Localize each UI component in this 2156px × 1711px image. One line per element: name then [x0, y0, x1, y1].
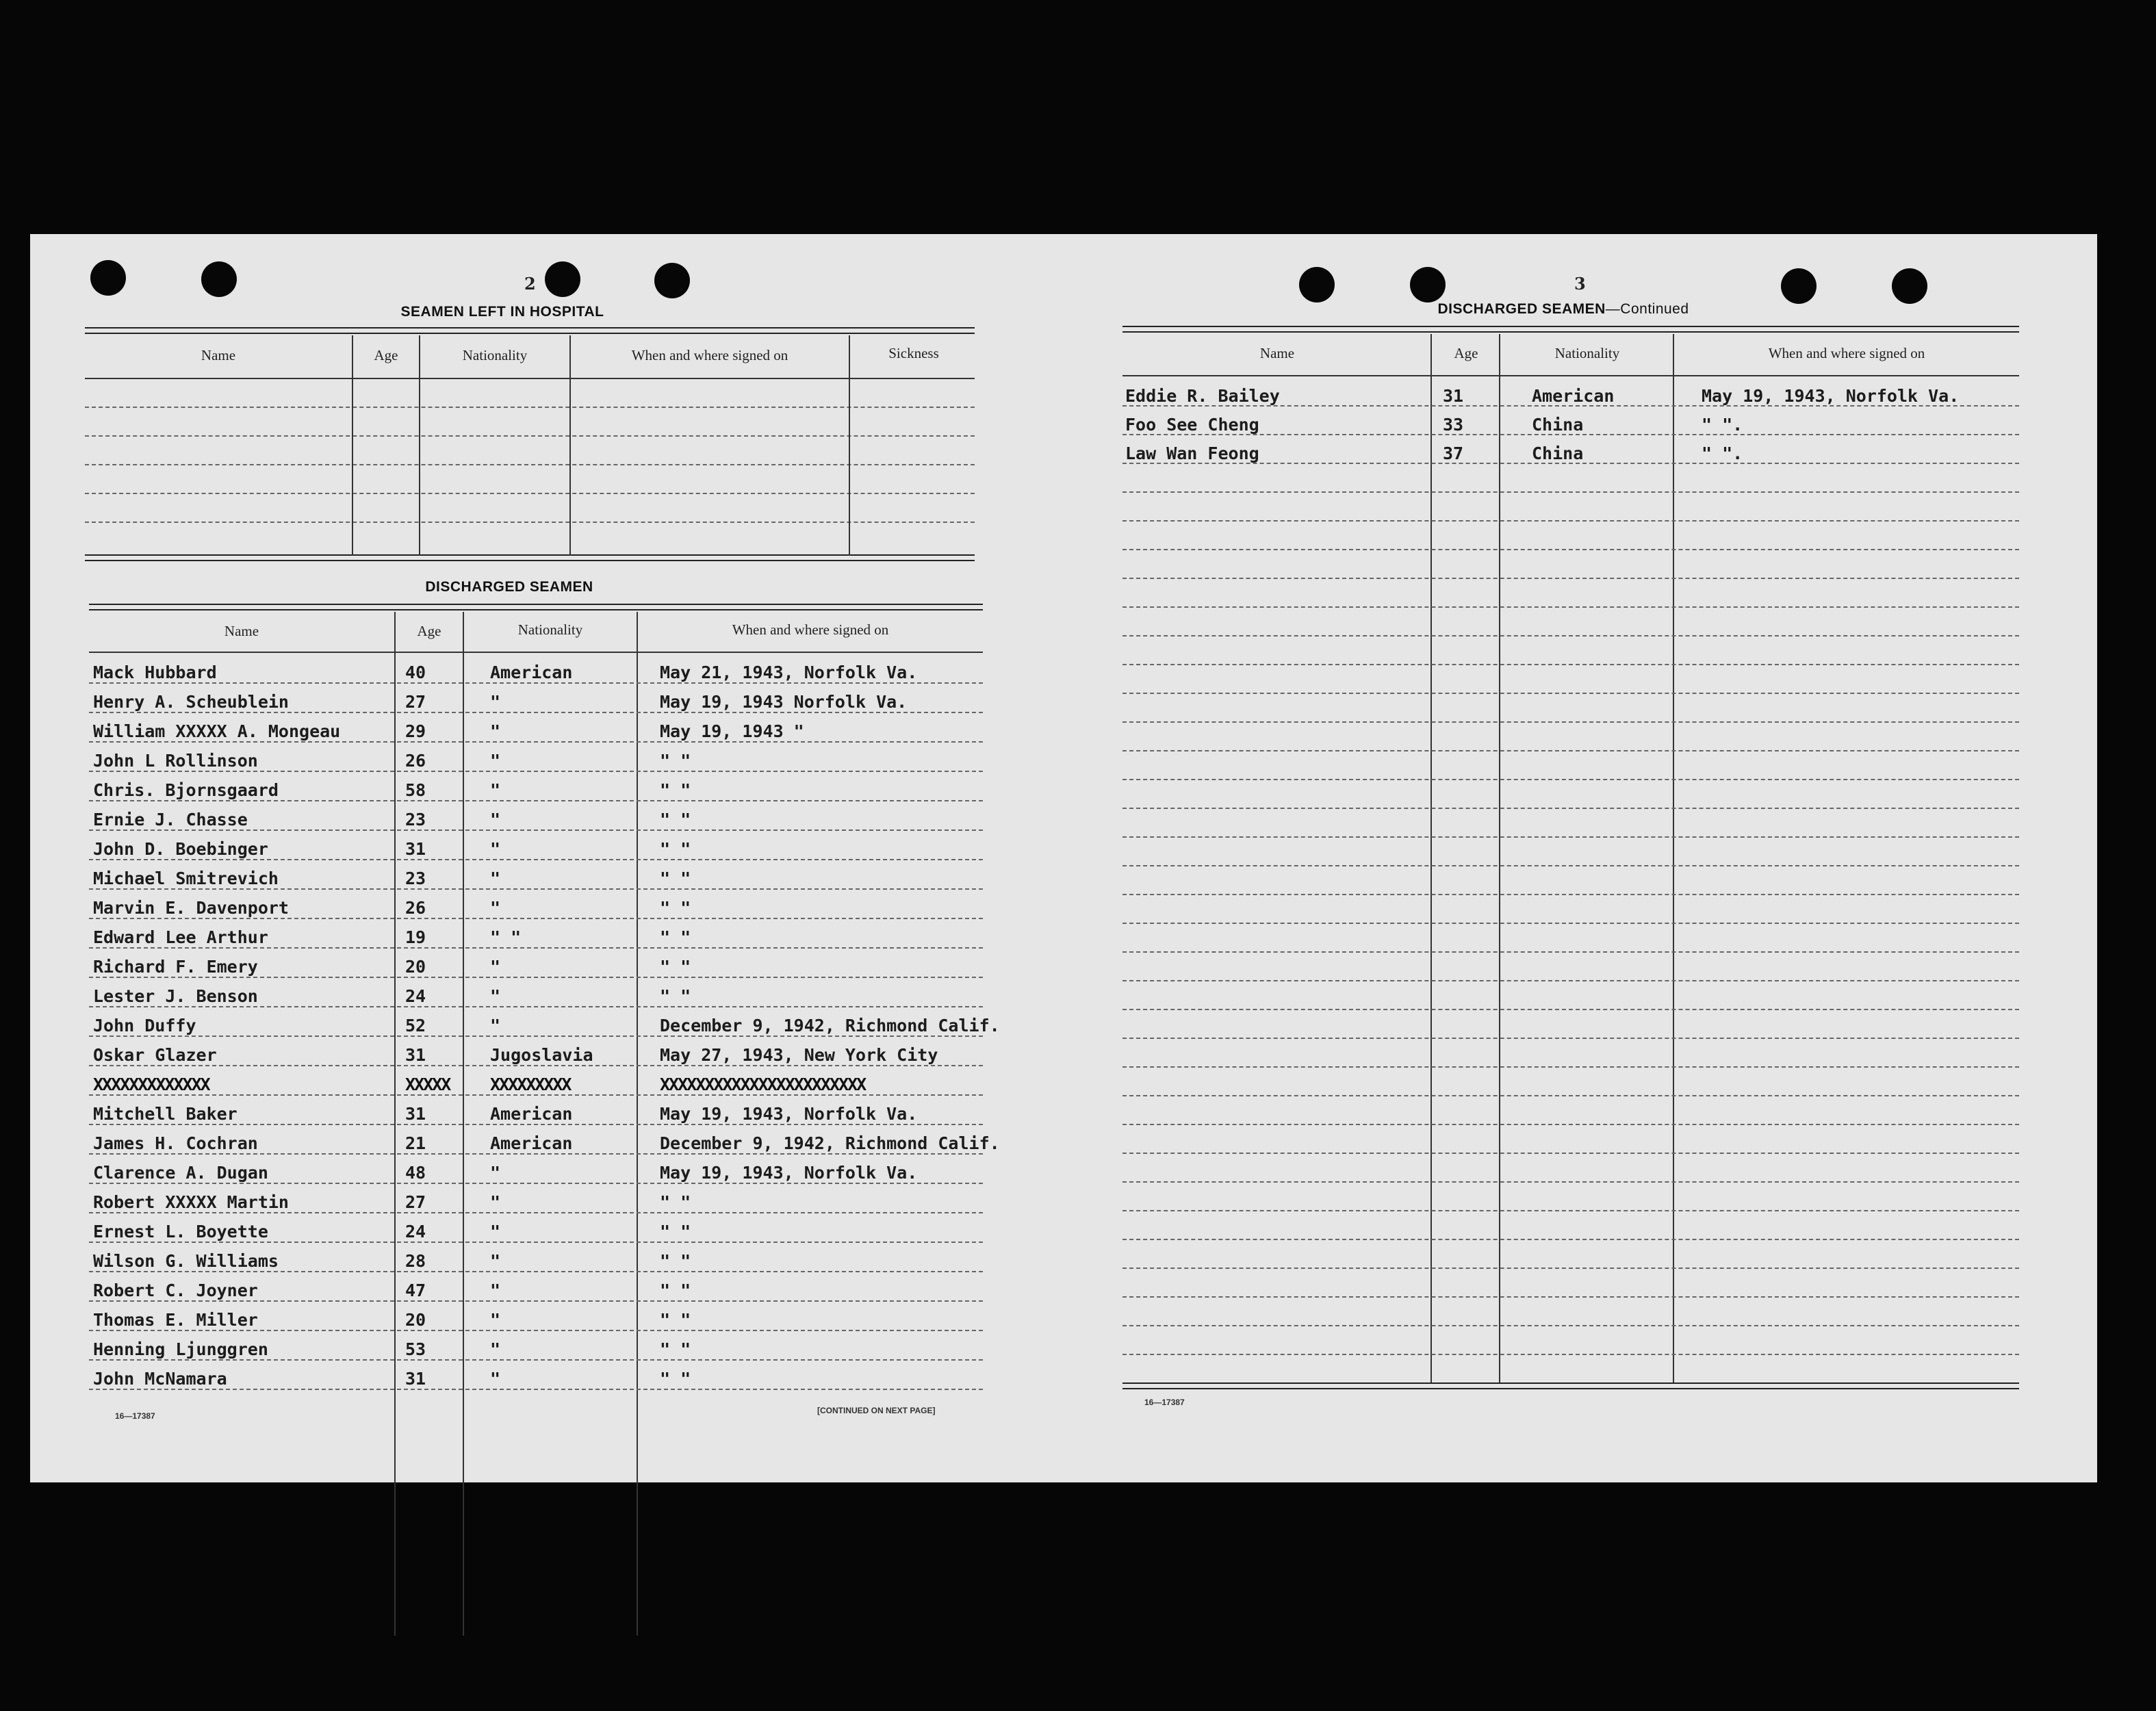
table-row-line: [1122, 549, 2019, 550]
discharged-section-title: DISCHARGED SEAMEN: [425, 579, 593, 595]
seaman-signed-on: " ": [660, 1251, 691, 1271]
punch-hole: [1410, 267, 1446, 303]
continued-table-top-rule: [1122, 326, 2019, 333]
hospital-header-age: Age: [374, 347, 398, 363]
table-row-line: [1122, 721, 2019, 723]
table-row-line: [1122, 1153, 2019, 1154]
table-row-line: [1122, 1354, 2019, 1355]
seaman-age: 40: [405, 662, 426, 682]
hospital-row-line: [85, 493, 975, 494]
table-row-line: [1122, 1239, 2019, 1240]
seaman-signed-on: " ": [660, 751, 691, 771]
discharged-header-age: Age: [417, 623, 441, 639]
table-row-line: [1122, 1268, 2019, 1269]
seaman-nationality: ": [490, 1339, 501, 1359]
seaman-age: 20: [405, 957, 426, 977]
seaman-signed-on: May 19, 1943, Norfolk Va.: [660, 1163, 918, 1183]
continued-table-bottom-rule: [1122, 1382, 2019, 1389]
table-row-line: [89, 1271, 983, 1272]
table-row-line: [1122, 434, 2019, 435]
seaman-signed-on: December 9, 1942, Richmond Calif.: [660, 1133, 1000, 1153]
seaman-nationality: ": [490, 869, 501, 888]
table-row-line: [89, 1153, 983, 1155]
seaman-nationality: ": [490, 1163, 501, 1183]
seaman-age: 58: [405, 780, 426, 800]
seaman-age: 31: [405, 1104, 426, 1124]
table-row-line: [1122, 1210, 2019, 1211]
seaman-nationality: ": [490, 751, 501, 771]
seaman-name: Henry A. Scheublein: [93, 692, 289, 712]
table-row-line: [1122, 578, 2019, 579]
table-row-line: [89, 1035, 983, 1037]
table-row-line: [89, 829, 983, 831]
seaman-nationality: American: [490, 1104, 573, 1124]
seaman-nationality: ": [490, 1016, 501, 1035]
seaman-name: Edward Lee Arthur: [93, 927, 268, 947]
seaman-name: William XXXXX A. Mongeau: [93, 721, 341, 741]
continued-header-name: Name: [1259, 345, 1295, 361]
hospital-row-line: [85, 435, 975, 437]
seaman-signed-on: " ".: [1702, 415, 1743, 435]
seaman-nationality: ": [490, 1310, 501, 1330]
table-row-line: [1122, 405, 2019, 407]
seaman-name: Wilson G. Williams: [93, 1251, 279, 1271]
hospital-section-title: SEAMEN LEFT IN HOSPITAL: [400, 304, 604, 320]
seaman-nationality: ": [490, 1192, 501, 1212]
seaman-age: 21: [405, 1133, 426, 1153]
document-sheet: [30, 234, 2097, 1482]
seaman-name: James H. Cochran: [93, 1133, 258, 1153]
hospital-row-line: [85, 407, 975, 408]
seaman-name: Oskar Glazer: [93, 1045, 217, 1065]
seaman-signed-on: May 21, 1943, Norfolk Va.: [660, 662, 918, 682]
seaman-age: 27: [405, 1192, 426, 1212]
seaman-nationality: China: [1532, 415, 1584, 435]
table-row-line: [1122, 606, 2019, 608]
seaman-age: 31: [405, 1369, 426, 1389]
table-row-line: [1122, 894, 2019, 895]
form-number-right: 16—17387: [1144, 1398, 1185, 1407]
table-row-line: [1122, 664, 2019, 665]
continued-note: [CONTINUED ON NEXT PAGE]: [817, 1406, 936, 1415]
table-row-line: [1122, 808, 2019, 809]
seaman-age: 53: [405, 1339, 426, 1359]
seaman-name: Lester J. Benson: [93, 986, 258, 1006]
seaman-age: XXXXX: [405, 1075, 450, 1094]
discharged-header-rule: [89, 652, 983, 653]
table-row-line: [1122, 980, 2019, 981]
seaman-name: XXXXXXXXXXXXX: [93, 1075, 209, 1094]
table-row-line: [89, 712, 983, 713]
table-row-line: [1122, 635, 2019, 636]
punch-hole: [1781, 268, 1817, 304]
seaman-nationality: ": [490, 957, 501, 977]
seaman-signed-on: " ": [660, 1339, 691, 1359]
table-row-line: [89, 1065, 983, 1066]
hospital-table-top-rule: [85, 327, 975, 334]
seaman-age: 26: [405, 751, 426, 771]
table-row-line: [89, 1300, 983, 1302]
seaman-name: John Duffy: [93, 1016, 196, 1035]
seaman-age: 31: [405, 839, 426, 859]
punch-hole: [201, 261, 237, 297]
seaman-age: 29: [405, 721, 426, 741]
punch-hole: [654, 263, 690, 298]
seaman-name: Ernie J. Chasse: [93, 810, 248, 829]
seaman-nationality: China: [1532, 443, 1584, 463]
continued-header-nationality: Nationality: [1554, 345, 1620, 361]
seaman-age: 48: [405, 1163, 426, 1183]
seaman-nationality: " ": [490, 927, 522, 947]
table-row-line: [1122, 1038, 2019, 1039]
seaman-nationality: ": [490, 839, 501, 859]
table-row-line: [1122, 750, 2019, 751]
seaman-age: 20: [405, 1310, 426, 1330]
table-row-line: [89, 800, 983, 801]
table-row-line: [1122, 1181, 2019, 1183]
seaman-name: Michael Smitrevich: [93, 869, 279, 888]
table-row-line: [89, 771, 983, 772]
seaman-nationality: ": [490, 898, 501, 918]
seaman-nationality: ": [490, 1281, 501, 1300]
seaman-age: 27: [405, 692, 426, 712]
seaman-name: Foo See Cheng: [1125, 415, 1259, 435]
punch-hole: [1299, 267, 1335, 303]
seaman-signed-on: May 19, 1943 Norfolk Va.: [660, 692, 908, 712]
hospital-col-divider: [849, 335, 850, 556]
hospital-col-divider: [569, 335, 571, 556]
seaman-signed-on: XXXXXXXXXXXXXXXXXXXXXXX: [660, 1075, 866, 1094]
seaman-name: Eddie R. Bailey: [1125, 386, 1280, 406]
hospital-table-bottom-rule: [85, 554, 975, 561]
table-row-line: [89, 1389, 983, 1390]
seaman-age: 31: [405, 1045, 426, 1065]
seaman-age: 28: [405, 1251, 426, 1271]
hospital-header-nationality: Nationality: [462, 347, 528, 363]
table-row-line: [1122, 463, 2019, 464]
table-row-line: [1122, 865, 2019, 866]
table-row-line: [1122, 1325, 2019, 1326]
seaman-signed-on: " ": [660, 1369, 691, 1389]
table-row-line: [1122, 1124, 2019, 1125]
table-row-line: [1122, 520, 2019, 522]
seaman-age: 23: [405, 810, 426, 829]
seaman-signed-on: May 19, 1943, Norfolk Va.: [1702, 386, 1960, 406]
seaman-name: Chris. Bjornsgaard: [93, 780, 279, 800]
seaman-name: John McNamara: [93, 1369, 227, 1389]
hospital-header-sickness: Sickness: [888, 345, 939, 361]
seaman-name: Marvin E. Davenport: [93, 898, 289, 918]
table-row-line: [1122, 1095, 2019, 1096]
seaman-signed-on: " ": [660, 839, 691, 859]
table-row-line: [1122, 951, 2019, 953]
discharged-continued-title: [1385, 301, 1741, 318]
table-row-line: [89, 1242, 983, 1243]
discharged-header-signed: When and where signed on: [732, 621, 889, 638]
form-number-left: 16—17387: [115, 1411, 155, 1421]
seaman-signed-on: May 19, 1943, Norfolk Va.: [660, 1104, 918, 1124]
hospital-row-line: [85, 464, 975, 465]
table-row-line: [89, 1006, 983, 1007]
table-row-line: [1122, 779, 2019, 780]
punch-hole: [90, 260, 126, 296]
seaman-signed-on: " ": [660, 927, 691, 947]
hospital-header-name: Name: [201, 347, 236, 363]
seaman-name: Mack Hubbard: [93, 662, 217, 682]
seaman-nationality: ": [490, 692, 501, 712]
seaman-signed-on: " ": [660, 957, 691, 977]
seaman-age: 52: [405, 1016, 426, 1035]
table-row-line: [89, 888, 983, 890]
seaman-name: John D. Boebinger: [93, 839, 268, 859]
seaman-signed-on: " ".: [1702, 443, 1743, 463]
seaman-name: Henning Ljunggren: [93, 1339, 268, 1359]
table-row-line: [1122, 923, 2019, 924]
seaman-nationality: ": [490, 780, 501, 800]
seaman-age: 23: [405, 869, 426, 888]
seaman-signed-on: " ": [660, 898, 691, 918]
discharged-table-top-rule: [89, 604, 983, 610]
table-row-line: [1122, 836, 2019, 838]
table-row-line: [89, 1330, 983, 1331]
seaman-name: Robert C. Joyner: [93, 1281, 258, 1300]
seaman-signed-on: May 27, 1943, New York City: [660, 1045, 938, 1065]
seaman-signed-on: " ": [660, 1310, 691, 1330]
seaman-name: Ernest L. Boyette: [93, 1222, 268, 1242]
hospital-col-divider: [419, 335, 420, 556]
table-row-line: [89, 947, 983, 949]
seaman-nationality: ": [490, 1222, 501, 1242]
table-row-line: [89, 741, 983, 743]
seaman-nationality: ": [490, 1369, 501, 1389]
hospital-header-rule: [85, 378, 975, 379]
seaman-nationality: ": [490, 1251, 501, 1271]
seaman-age: 31: [1443, 386, 1464, 406]
seaman-name: Mitchell Baker: [93, 1104, 238, 1124]
seaman-age: 19: [405, 927, 426, 947]
table-row-line: [1122, 491, 2019, 493]
hospital-col-divider: [352, 335, 353, 556]
continued-header-age: Age: [1454, 345, 1478, 361]
seaman-age: 47: [405, 1281, 426, 1300]
table-row-line: [89, 918, 983, 919]
punch-hole: [1892, 268, 1927, 304]
seaman-name: Richard F. Emery: [93, 957, 258, 977]
seaman-nationality: XXXXXXXXX: [490, 1075, 571, 1094]
table-row-line: [1122, 1009, 2019, 1010]
seaman-nationality: American: [490, 1133, 573, 1153]
table-row-line: [89, 682, 983, 684]
seaman-signed-on: " ": [660, 1281, 691, 1300]
discharged-header-name: Name: [224, 623, 259, 639]
table-row-line: [89, 1124, 983, 1125]
discharged-header-nationality: Nationality: [517, 621, 583, 638]
seaman-name: John L Rollinson: [93, 751, 258, 771]
seaman-nationality: ": [490, 721, 501, 741]
seaman-signed-on: May 19, 1943 ": [660, 721, 804, 741]
seaman-age: 37: [1443, 443, 1464, 463]
seaman-name: Law Wan Feong: [1125, 443, 1259, 463]
seaman-nationality: ": [490, 810, 501, 829]
hospital-row-line: [85, 522, 975, 523]
table-row-line: [1122, 1066, 2019, 1068]
seaman-nationality: ": [490, 986, 501, 1006]
seaman-name: Thomas E. Miller: [93, 1310, 258, 1330]
page-number-left: 2: [524, 274, 536, 294]
seaman-signed-on: " ": [660, 1192, 691, 1212]
table-row-line: [89, 977, 983, 978]
table-row-line: [89, 1183, 983, 1184]
table-row-line: [89, 1359, 983, 1361]
seaman-name: Robert XXXXX Martin: [93, 1192, 289, 1212]
page-number-right: 3: [1574, 274, 1586, 294]
seaman-age: 33: [1443, 415, 1464, 435]
seaman-age: 26: [405, 898, 426, 918]
seaman-signed-on: " ": [660, 986, 691, 1006]
table-row-line: [89, 859, 983, 860]
seaman-nationality: Jugoslavia: [490, 1045, 593, 1065]
hospital-header-signed: When and where signed on: [631, 347, 788, 363]
seaman-nationality: American: [490, 662, 573, 682]
seaman-age: 24: [405, 986, 426, 1006]
discharged-continued-title-suffix: —Continued: [1605, 301, 1689, 317]
seaman-signed-on: " ": [660, 1222, 691, 1242]
seaman-signed-on: December 9, 1942, Richmond Calif.: [660, 1016, 1000, 1035]
punch-hole: [545, 261, 580, 297]
continued-header-signed: When and where signed on: [1768, 345, 1925, 361]
table-row-line: [89, 1094, 983, 1096]
table-row-line: [89, 1212, 983, 1213]
seaman-signed-on: " ": [660, 780, 691, 800]
continued-header-rule: [1122, 375, 2019, 376]
seaman-age: 24: [405, 1222, 426, 1242]
seaman-signed-on: " ": [660, 869, 691, 888]
seaman-nationality: American: [1532, 386, 1615, 406]
discharged-continued-title-main: DISCHARGED SEAMEN: [1437, 301, 1606, 317]
table-row-line: [1122, 693, 2019, 694]
seaman-signed-on: " ": [660, 810, 691, 829]
table-row-line: [1122, 1296, 2019, 1298]
seaman-name: Clarence A. Dugan: [93, 1163, 268, 1183]
